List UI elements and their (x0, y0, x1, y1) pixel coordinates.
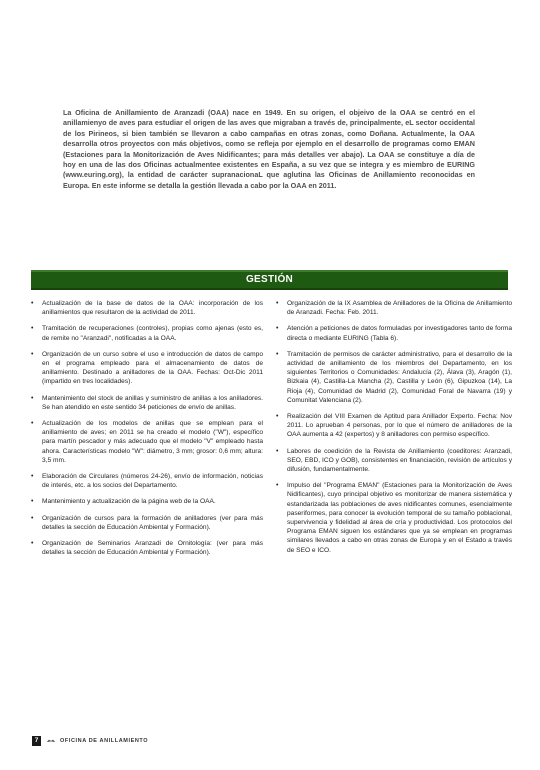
list-item: • Actualización de la base de datos de la OAA: incorporación de los anillamientos que resultaron de la actividad de 2011. (31, 300, 263, 317)
right-list (276, 299, 512, 555)
intro-paragraph: La Oficina de Anillamiento de Aranzadi (OAA) nace en 1949. En su origen, el objeivo de la OAA se centró en el anillamienyo de aves para estudiar el origen de las aves que migraban a través de, principalmente, eL sector occidental de los Pirineos, si bien también se llevaron a cabo campañas en otras zonas, como Doñana. Actualmente, la OAA desarrolla otros proyectos con más objetivos, como se refleja por ejemplo en el desarrollo de programas como EMAN (Estaciones para la Monitorización de Aves Nidificantes; para más detalles ver abajo). La OAA se constituye a día de hoy en una de las dos Oficinas actualmentee existentes en España, a su vez que se integra y es miembro de EURING (www.euring.org), la entidad de carácter supranacionaL que aglutina las Oficinas de Anillamiento reconocidas en Europa. En este informe se detalla la gestión llevada a cabo por la OAA en 2011. (63, 108, 475, 190)
footer-title: OFICINA DE ANILLAMIENTO (60, 738, 149, 744)
bullet: • (31, 350, 34, 358)
list-item: • Labores de coedición de la Revista de Anillamiento (coeditores: Aranzadi, SEO, EBD, ICO y GOB), consistentes en financiación, revisión de artículos y difusión, fundamentalmente. (276, 447, 512, 474)
list-item: • Organización de cursos para la formación de anilladores (ver para más detalles la sección de Educación Ambiental y Formación). (31, 514, 263, 531)
list-item: • Mantenimiento del stock de anillas y suministro de anillas a los anilladores. Se han atendido en este sentido 34 peticiones de envío de anillas. (31, 394, 263, 411)
bullet: • (31, 300, 34, 307)
list-item: • Elaboración de Circulares (números 24-26), envío de información, noticias de interés, etc. a los socios del Departamento. (31, 473, 263, 490)
bullet: • (276, 447, 279, 455)
list-item: • Realización del VIII Examen de Aptitud para Anillador Experto. Fecha: Nov 2011. Lo aprueban 4 personas, por lo que el número de anilladores de la OAA aumenta a 42 (expertos) y 8 anilladores con permiso específico. (276, 413, 512, 439)
bird-icon (46, 737, 56, 745)
bullet: • (31, 394, 34, 402)
list-item: • Organización de Seminarios Aranzadi de Ornitología: (ver para más detalles la sección de Educación Ambiental y Formación). (31, 540, 263, 557)
page-number: 7 (32, 736, 41, 746)
bullet: • (31, 498, 34, 506)
list-item: • Organización de un curso sobre el uso e introducción de datos de campo en el programa empleado para el almacenamiento de datos de anillamiento. Destinado a anilladores de la OAA. Fechas: Oct-Dic 2011 (impartido en tres localidades). (31, 350, 263, 386)
list-item: • Impulso del "Programa EMAN" (Estaciones para la Monitorización de Aves Nidificantes), cuyo principal objetivo es monitorizar de manera sistemática y estandarizada las poblaciones de aves nidificantes comunes, esencialmente paseriformes, para conocer la evolución temporal de su tamaño poblacional, supervivencia y fidelidad al área de cría y productividad. Los protocolos del Programa EMAN siguen los estándares que ya se emplean en programas similares llevados a cabo en otras zonas de Europa y en el Estado a través de SEO e ICO. (276, 482, 512, 554)
list-item: • Tramitación de permisos de carácter administrativo, para el desarrollo de la actividad de anillamiento de los miembros del Departamento, en los siguientes Territorios o Comunidades: Andalucía (2), Álava (3), Aragón (1), Bizkaia (4), Castilla-La Mancha (2), Castilla y León (6), Gipuzkoa (14), La Rioja (4), Comunidad de Madrid (2), Comunidad Foral de Navarra (19) y Comunitat Valenciana (2). (276, 350, 512, 404)
bullet: • (276, 350, 279, 358)
bullet: • (31, 514, 34, 522)
bullet: • (276, 413, 279, 421)
section-title: GESTIÓN (245, 274, 294, 285)
bullet: • (31, 540, 34, 548)
list-item: • Atención a peticiones de datos formuladas por investigadores tanto de forma directa o mediante EURING (Tabla 6). (276, 325, 512, 342)
list-item: • Actualización de los modelos de anillas que se emplean para el anillamiento de aves; en 2011 se ha creado el modelo ("W"), específico para martín pescador y más adecuado que el modelo "V" empleado hasta ahora. Características modelo "W": diámetro, 3 mm; grosor: 0,6 mm; altura: 3,5 mm. (31, 420, 263, 464)
bullet: • (31, 473, 34, 481)
list-item: • Tramitación de recuperaciones (controles), propias como ajenas (esto es, de remite no "Aranzadi", notificadas a la OAA. (31, 325, 263, 342)
list-item: • Organización de la IX Asamblea de Anilladores de la Oficina de Anillamiento de Aranzadi. Fecha: Feb. 2011. (276, 300, 512, 317)
list-item: • Mantenimiento y actualización de la página web de la OAA. (31, 498, 216, 506)
left-column (31, 299, 263, 564)
right-column (276, 299, 512, 562)
bullet: • (276, 300, 279, 307)
left-list (31, 299, 263, 557)
bullet: • (31, 325, 34, 333)
bullet: • (276, 325, 279, 333)
section-band (31, 270, 508, 290)
bullet: • (31, 420, 34, 428)
bullet: • (276, 482, 279, 490)
page-footer (32, 736, 148, 746)
